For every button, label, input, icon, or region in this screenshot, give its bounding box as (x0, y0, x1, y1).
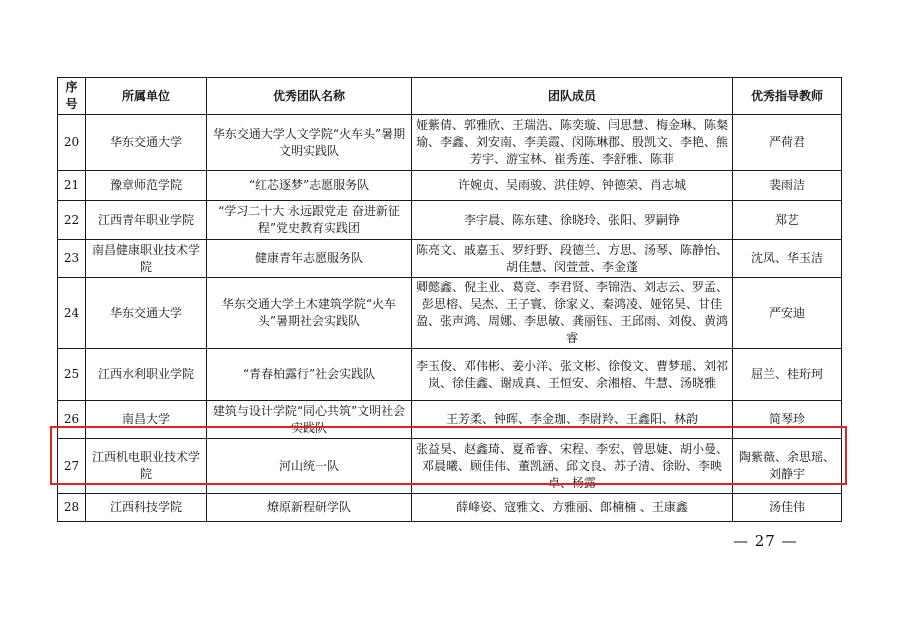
header-unit: 所属单位 (86, 78, 207, 115)
page-number: — 27 — (733, 532, 798, 550)
row-team: 华东交通大学人文学院“火车头”暑期文明实践队 (207, 115, 412, 171)
header-no: 序号 (58, 78, 86, 115)
row-teacher: 裴雨洁 (733, 171, 842, 201)
row-no: 26 (58, 401, 86, 439)
awards-table (57, 77, 842, 522)
row-unit: 江西青年职业学院 (86, 201, 207, 240)
row-members: 李玉俊、邓伟彬、姜小洋、张文彬、徐俊文、曹梦瑶、刘祁岚、徐佳鑫、谢成真、王恒安、余湘榕、牛慧、汤晓雅 (412, 349, 733, 401)
row-unit: 豫章师范学院 (86, 171, 207, 201)
row-team: 建筑与设计学院“同心共筑”文明社会实践队 (207, 401, 412, 439)
row-unit: 江西科技学院 (86, 494, 207, 522)
table-row (58, 201, 842, 240)
header-team: 优秀团队名称 (207, 78, 412, 115)
row-unit: 南昌健康职业技术学院 (86, 240, 207, 278)
header-members: 团队成员 (412, 78, 733, 115)
row-team: 健康青年志愿服务队 (207, 240, 412, 278)
header-teacher: 优秀指导教师 (733, 78, 842, 115)
row-team: 河山统一队 (207, 439, 412, 494)
table-header-row (58, 78, 842, 115)
table-row (58, 494, 842, 522)
row-no: 27 (58, 439, 86, 494)
row-no: 22 (58, 201, 86, 240)
row-teacher: 郑艺 (733, 201, 842, 240)
row-no: 23 (58, 240, 86, 278)
row-teacher: 汤佳伟 (733, 494, 842, 522)
row-teacher: 屈兰、桂珩珂 (733, 349, 842, 401)
row-unit: 华东交通大学 (86, 278, 207, 349)
row-members: 卿懿鑫、倪主业、葛竞、李君贤、李锦浩、刘志云、罗孟、彭思榕、吴杰、王子寰、徐家义、秦鸿凌、娅铭昊、甘佳盈、张声鸿、周娜、李思敏、龚丽钰、王邱雨、刘俊、黄鸿睿 (412, 278, 733, 349)
row-team: “青春柏露行”社会实践队 (207, 349, 412, 401)
row-unit: 江西水利职业学院 (86, 349, 207, 401)
row-teacher: 陶紫薇、余思瑶、刘静宇 (733, 439, 842, 494)
row-no: 21 (58, 171, 86, 201)
table-row (58, 349, 842, 401)
table-row (58, 171, 842, 201)
row-unit: 南昌大学 (86, 401, 207, 439)
row-unit: 江西机电职业技术学院 (86, 439, 207, 494)
row-no: 24 (58, 278, 86, 349)
table-row (58, 115, 842, 171)
row-teacher: 简琴珍 (733, 401, 842, 439)
row-no: 20 (58, 115, 86, 171)
row-no: 28 (58, 494, 86, 522)
row-unit: 华东交通大学 (86, 115, 207, 171)
row-team: 华东交通大学土木建筑学院“火车头”暑期社会实践队 (207, 278, 412, 349)
row-members: 张益昊、赵鑫琦、夏希睿、宋程、李宏、曾思婕、胡小曼、邓晨曦、顾佳伟、董凯涵、邱文良、苏子清、徐盼、李映卓、杨露 (412, 439, 733, 494)
row-teacher: 沈凤、华玉洁 (733, 240, 842, 278)
row-members: 王芳柔、钟晖、李金珈、李尉羚、王鑫阳、林韵 (412, 401, 733, 439)
table-row-highlighted (58, 439, 842, 494)
row-members: 薛峰姿、寇雅文、方雅丽、郎楠楠 、王康鑫 (412, 494, 733, 522)
row-teacher: 严荷君 (733, 115, 842, 171)
row-members: 许婉贞、吴雨骏、洪佳婷、钟德荣、肖志城 (412, 171, 733, 201)
row-team: “红芯逐梦”志愿服务队 (207, 171, 412, 201)
row-team: “学习二十大 永远跟党走 奋进新征程”党史教育实践团 (207, 201, 412, 240)
row-members: 娅紫倩、郭雅欣、王瑞浩、陈奕璇、闫思慧、梅金琳、陈粲瑜、李鑫、刘安南、李美霞、闵陈琳郡、殷凯文、李艳、熊芳宇、游宝林、崔秀莲、李舒雅、陈菲 (412, 115, 733, 171)
table-row (58, 401, 842, 439)
row-teacher: 严安迪 (733, 278, 842, 349)
row-team: 燎原新程研学队 (207, 494, 412, 522)
row-members: 陈亮文、戚嘉玉、罗纡野、段德兰、方思、汤琴、陈静怡、胡佳慧、闵萱萱、李金蓬 (412, 240, 733, 278)
row-no: 25 (58, 349, 86, 401)
row-members: 李宇晨、陈东建、徐晓玲、张阳、罗嗣铮 (412, 201, 733, 240)
table-row (58, 240, 842, 278)
table-row (58, 278, 842, 349)
